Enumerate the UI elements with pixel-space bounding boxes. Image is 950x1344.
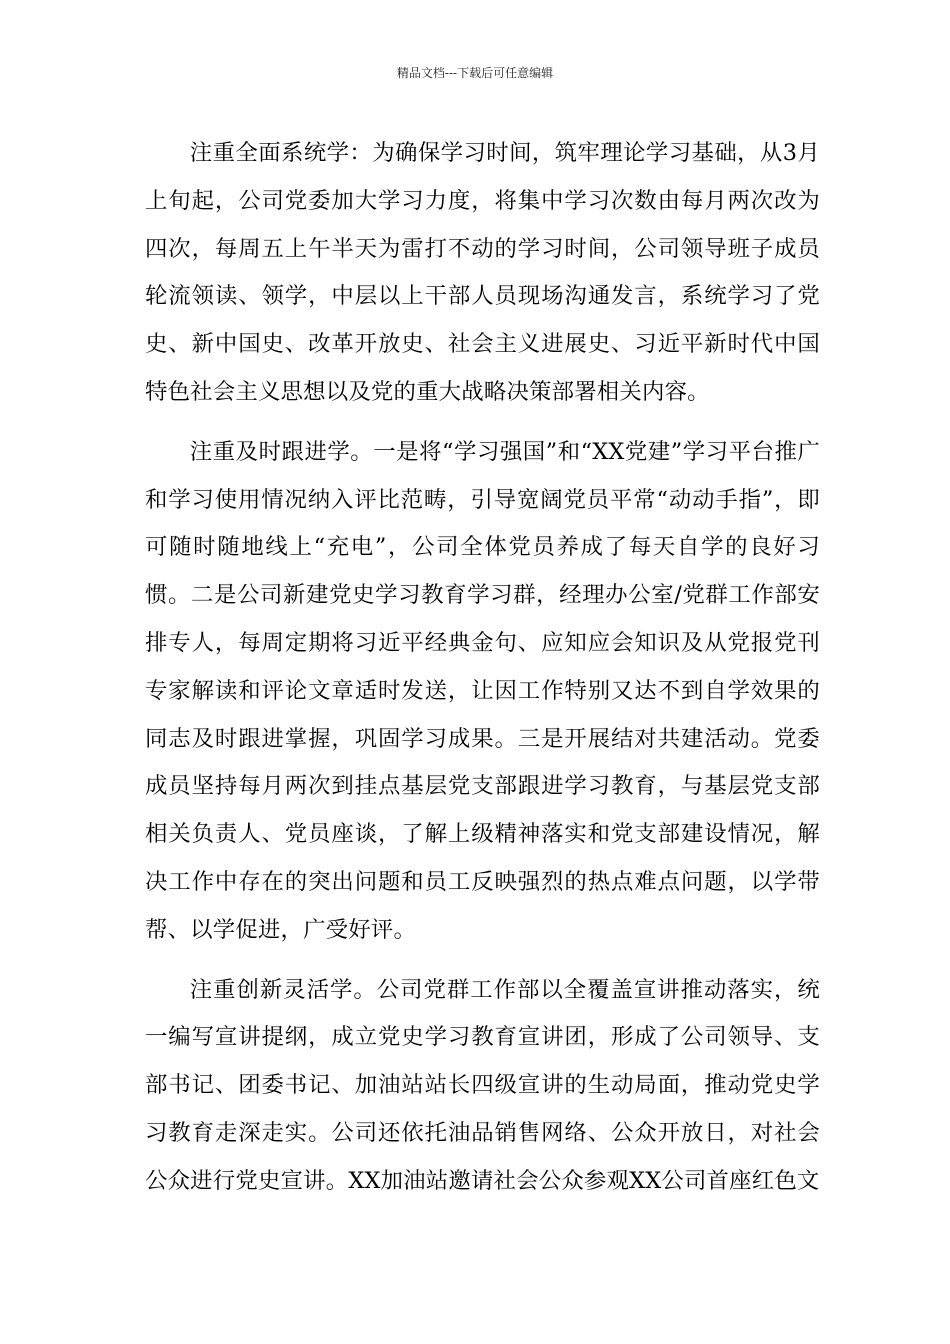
document-body — [145, 130, 820, 1218]
paragraph-innovative-study: 注重创新灵活学。公司党群工作部以全覆盖宣讲推动落实，统一编写宣讲提纲，成立党史学习教育宣讲团，形成了公司领导、支部书记、团委书记、加油站站长四级宣讲的生动局面，推动党史学习教育走深走实。公司还依托油品销售网络、公众开放日，对社会公众进行党史宣讲。XX加油站邀请社会公众参观XX公司首座红色文 — [145, 976, 820, 1194]
paragraph-timely-study: 注重及时跟进学。一是将“学习强国”和“XX党建”学习平台推广和学习使用情况纳入评比范畴，引导宽阔党员平常“动动手指”，即可随时随地线上“充电”，公司全体党员养成了每天自学的良好习惯。二是公司新建党史学习教育学习群，经理办公室/党群工作部安排专人，每周定期将习近平经典金句、应知应会知识及从党报党刊专家解读和评论文章适时发送，让因工作特别又达不到自学效果的同志及时跟进掌握，巩固学习成果。三是开展结对共建活动。党委成员坚持每月两次到挂点基层党支部跟进学习教育，与基层党支部相关负责人、党员座谈，了解上级精神落实和党支部建设情况，解决工作中存在的突出问题和员工反映强烈的热点难点问题，以学带帮、以学促进，广受好评。 — [145, 438, 820, 943]
page-header: 精品文档---下载后可任意编辑 — [396, 66, 554, 80]
paragraph-systematic-study: 注重全面系统学：为确保学习时间，筑牢理论学习基础，从3月上旬起，公司党委加大学习力度，将集中学习次数由每月两次改为四次，每周五上午半天为雷打不动的学习时间，公司领导班子成员轮流领读、领学，中层以上干部人员现场沟通发言，系统学习了党史、新中国史、改革开放史、社会主义进展史、习近平新时代中国特色社会主义思想以及党的重大战略决策部署相关内容。 — [145, 140, 820, 405]
